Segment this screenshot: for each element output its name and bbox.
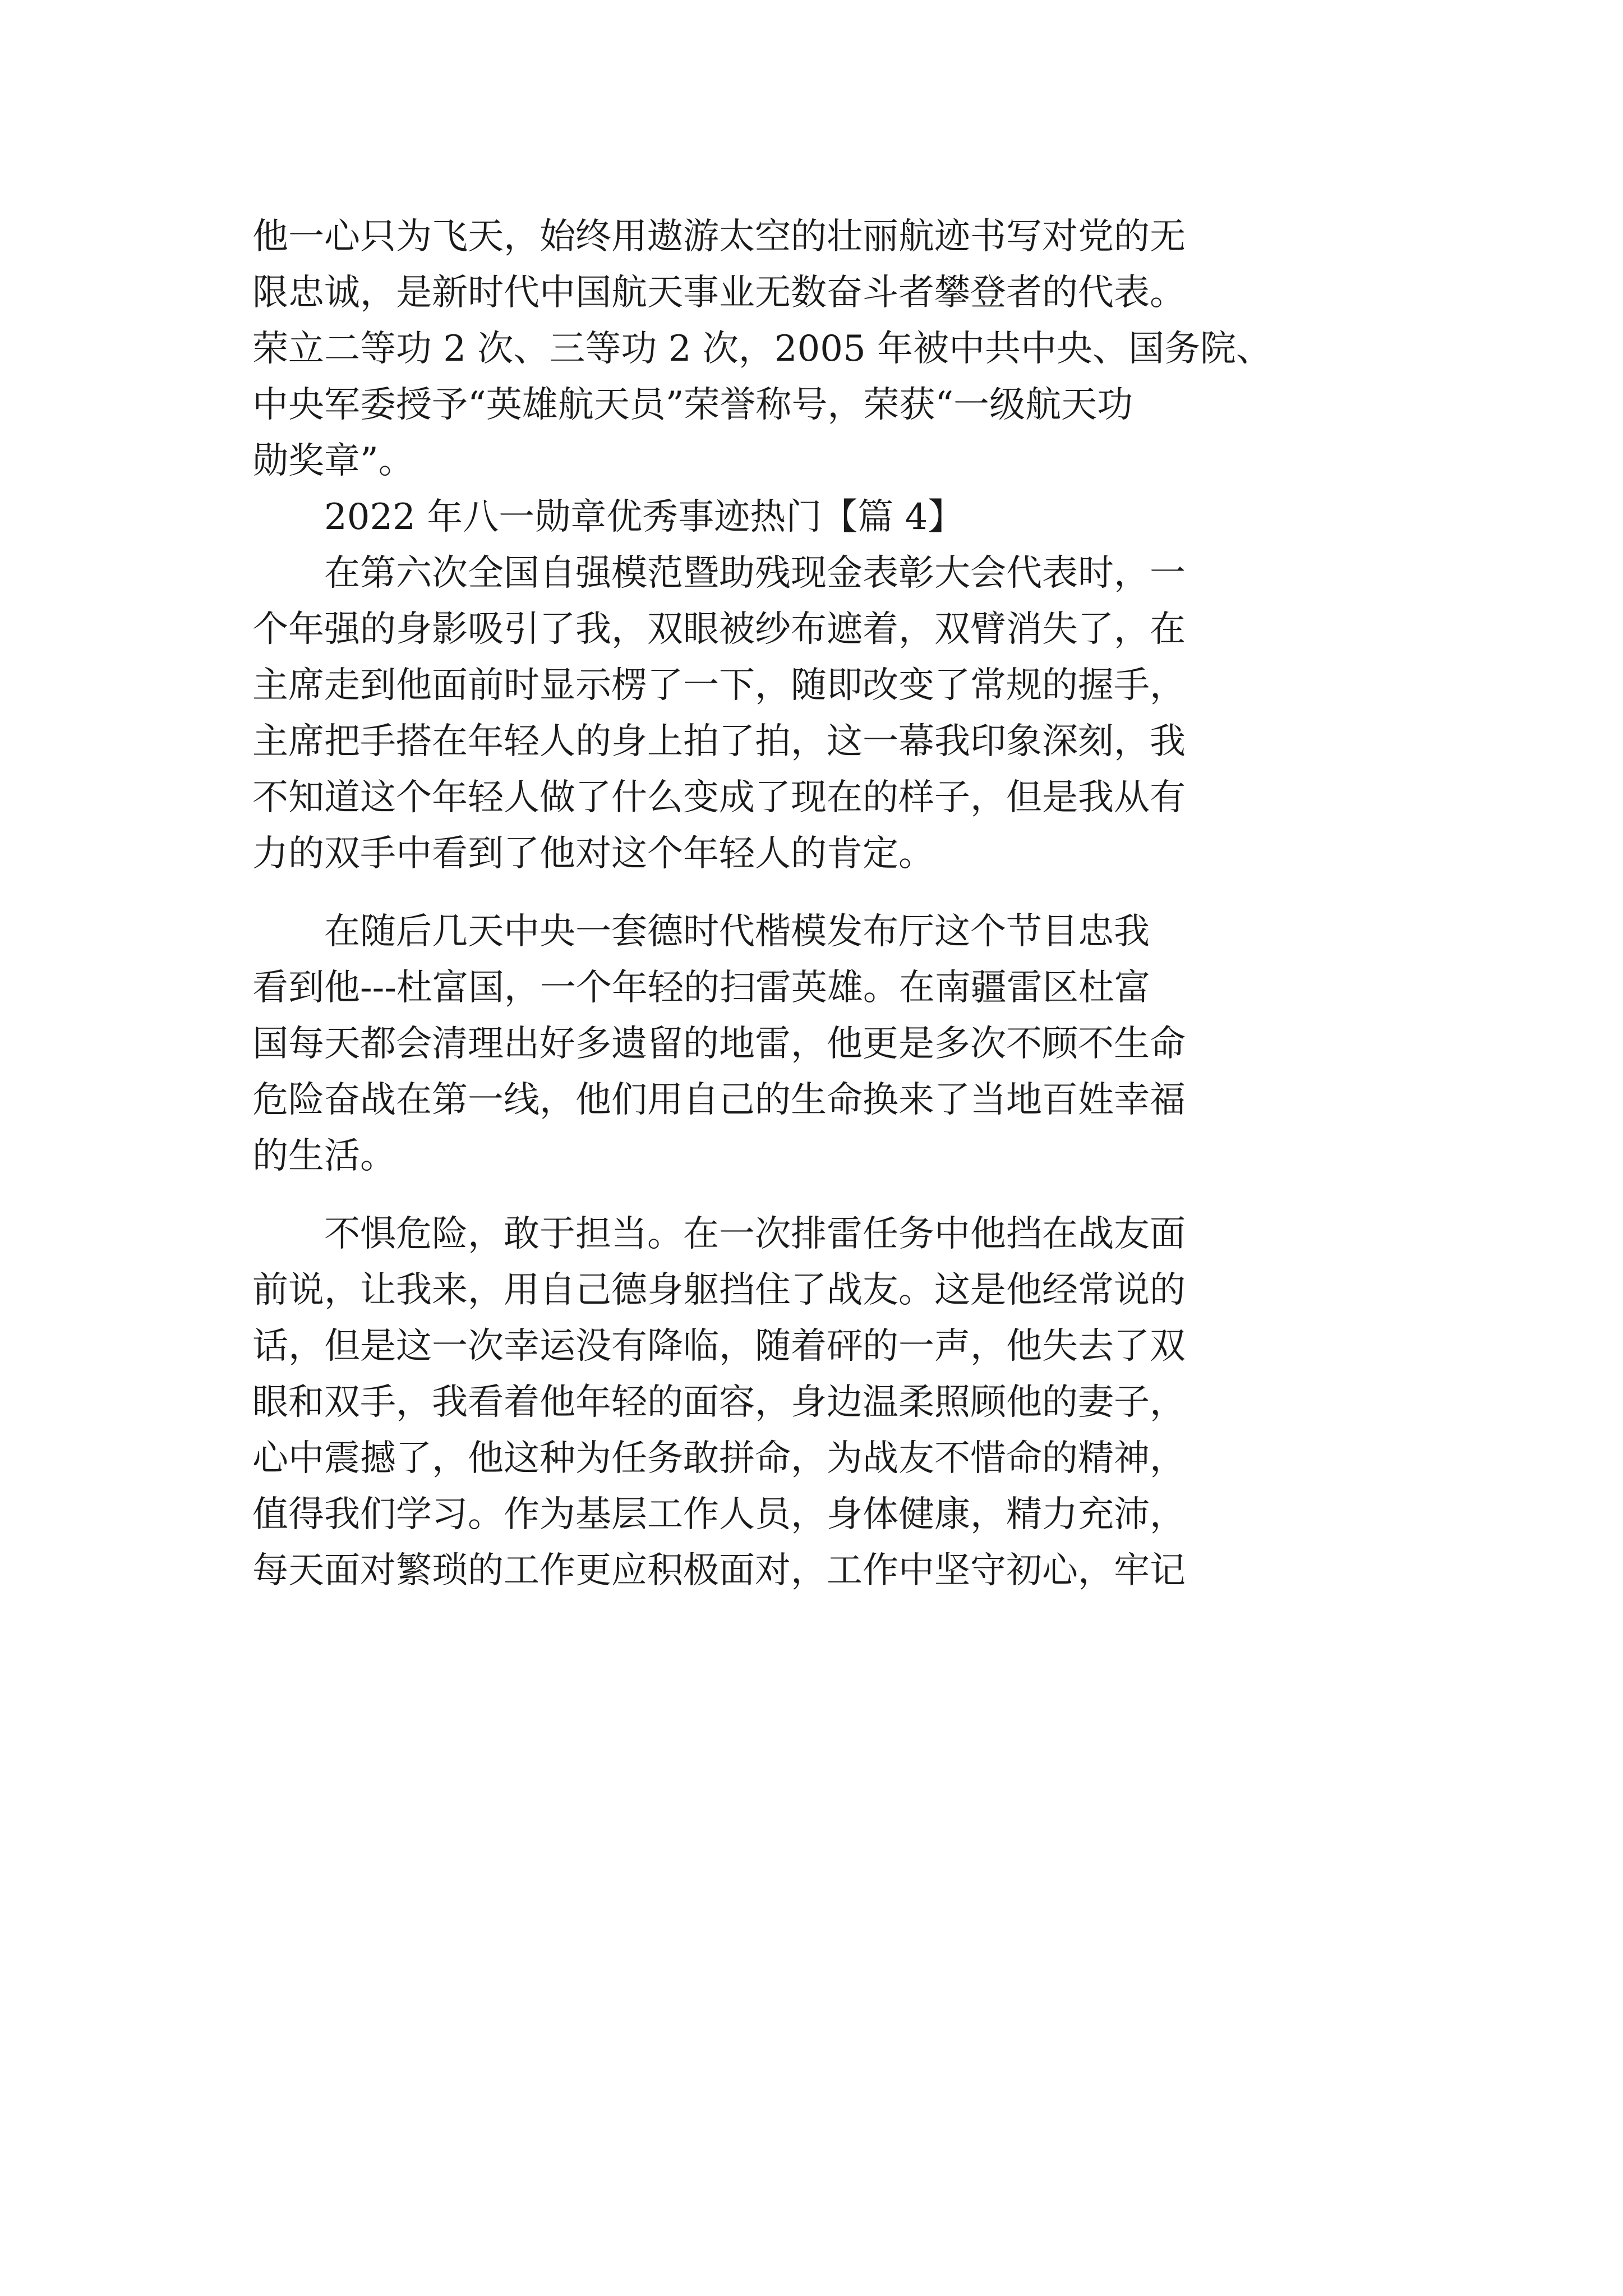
text-line: 在第六次全国自强模范暨助残现金表彰大会代表时，一 (324, 553, 1186, 594)
text-line: 中央军委授予“英雄航天员”荣誉称号，荣获“一级航天功 (252, 384, 1133, 426)
paragraph-3 (252, 904, 1430, 1184)
text-line: 勋奖章”。 (252, 440, 414, 482)
text-line: 限忠诚，是新时代中国航天事业无数奋斗者攀登者的代表。 (252, 272, 1186, 314)
text-line: 心中震撼了，他这种为任务敢拼命，为战友不惜命的精神， (252, 1438, 1186, 1479)
paragraph-2 (252, 545, 1430, 882)
paragraph-spacing (252, 882, 1430, 904)
text-line: 话，但是这一次幸运没有降临，随着砰的一声，他失去了双 (252, 1326, 1186, 1367)
text-line: 不惧危险，敢于担当。在一次排雷任务中他挡在战友面 (324, 1213, 1186, 1255)
text-line: 危险奋战在第一线，他们用自己的生命换来了当地百姓幸福 (252, 1079, 1186, 1121)
paragraph-spacing (252, 1184, 1430, 1206)
text-line: 荣立二等功 2 次、三等功 2 次，2005 年被中共中央、国务院、 (252, 328, 1272, 370)
text-line: 主席走到他面前时显示楞了一下，随即改变了常规的握手， (252, 665, 1186, 706)
text-line: 个年强的身影吸引了我，双眼被纱布遮着，双臂消失了，在 (252, 609, 1186, 650)
text-line: 每天面对繁琐的工作更应积极面对，工作中坚守初心，牢记 (252, 1550, 1186, 1591)
text-line: 主席把手搭在年轻人的身上拍了拍，这一幕我印象深刻，我 (252, 721, 1186, 762)
text-line: 他一心只为飞天，始终用遨游太空的壮丽航迹书写对党的无 (252, 216, 1186, 257)
text-line: 前说，让我来，用自己德身躯挡住了战友。这是他经常说的 (252, 1269, 1186, 1311)
text-line: 在随后几天中央一套德时代楷模发布厅这个节目忠我 (324, 911, 1150, 953)
text-line: 的生活。 (252, 1135, 396, 1177)
text-line: 看到他---杜富国，一个年轻的扫雷英雄。在南疆雷区杜富 (252, 967, 1150, 1009)
document-body (252, 209, 1430, 1599)
section-heading: 2022 年八一勋章优秀事迹热门【篇 4】 (324, 496, 964, 538)
text-line: 力的双手中看到了他对这个年轻人的肯定。 (252, 833, 934, 875)
text-line: 眼和双手，我看着他年轻的面容，身边温柔照顾他的妻子， (252, 1382, 1186, 1423)
text-line: 国每天都会清理出好多遗留的地雷，他更是多次不顾不生命 (252, 1023, 1186, 1065)
text-line: 不知道这个年轻人做了什么变成了现在的样子，但是我从有 (252, 777, 1186, 818)
paragraph-4 (252, 1206, 1430, 1599)
text-line: 值得我们学习。作为基层工作人员，身体健康，精力充沛， (252, 1494, 1186, 1535)
paragraph-1 (252, 209, 1430, 489)
